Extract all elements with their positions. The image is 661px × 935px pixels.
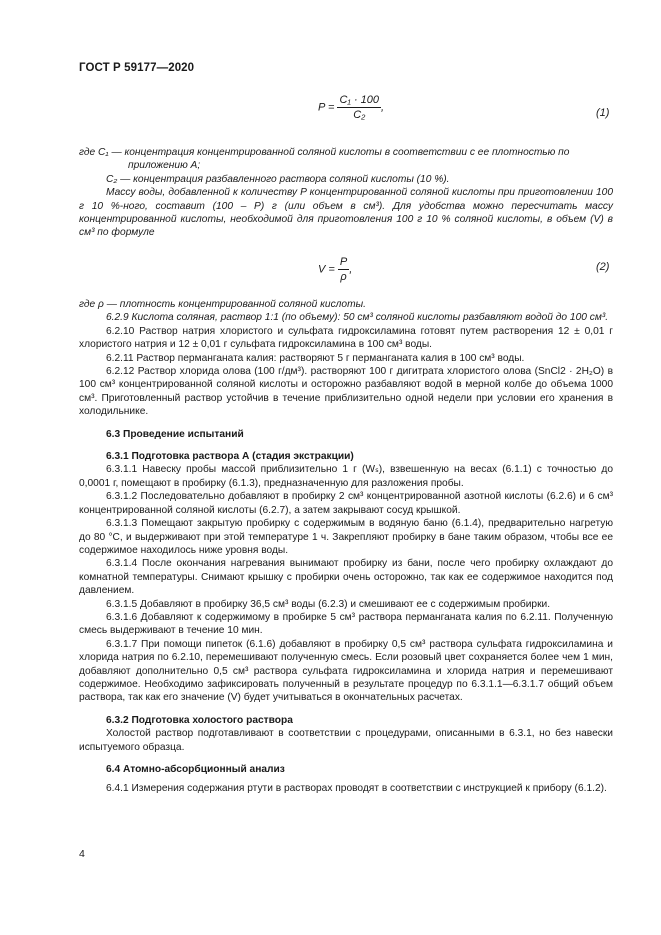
document-header: ГОСТ Р 59177—2020 <box>79 62 195 74</box>
where-c1-cont: приложению А; <box>128 160 201 172</box>
where-c1: где C₁ — концентрация концентрированной соляной кислоты в соответствии с ее плотностью по <box>79 147 570 158</box>
heading-6-4: 6.4 Атомно-абсорбционный анализ <box>106 764 285 775</box>
formula-2-number: (2) <box>596 261 610 273</box>
formula-1-lhs: P <box>318 101 325 114</box>
formula-1: P = $\frac{\text{C₁ · 100}}{\text{C₂}}$ , <box>318 94 385 121</box>
para-6-2-11: 6.2.11 Раствор перманганата калия: растворяют 5 г перманганата калия в 100 см³ воды. <box>106 352 525 364</box>
formula-2-fraction <box>338 256 349 283</box>
mass-paragraph: Массу воды, добавленной к количеству P концентрированной соляной кислоты при приготовлении 100 г 10 %-ного, составит (100 – P) г (или объем в см³). Для удобства можно пересчитать массу концентрированной кислоты, необходимой для приготовления 100 г 10 % соляной кислоты, в объем (V) в см³ по формуле <box>79 187 613 239</box>
formula-2-denominator: ρ <box>340 271 347 283</box>
para-6-2-9: 6.2.9 Кислота соляная, раствор 1:1 (по объему): 50 см³ соляной кислоты разбавляют водой до 100 см³. <box>106 312 609 324</box>
para-6-3-1-2: 6.3.1.2 Последовательно добавляют в пробирку 2 см³ концентрированной азотной кислоты (6.2.6) и 6 см³ концентрированной соляной кислоты (6.2.7), а затем закрывают сосуд крышкой. <box>79 491 613 516</box>
heading-6-3-1: 6.3.1 Подготовка раствора А (стадия экстракции) <box>106 451 354 463</box>
para-6-3-2: Холостой раствор подготавливают в соответствии с процедурами, описанными в 6.3.1, но без навески испытуемого образца. <box>79 728 613 753</box>
para-6-3-1-6: 6.3.1.6 Добавляют к содержимому в пробирке 5 см³ раствора перманганата калия по 6.2.11. Полученную смесь выдерживают в течение 10 мин. <box>79 611 613 637</box>
formula-2-numerator: P <box>339 256 348 268</box>
para-6-3-1-7: 6.3.1.7 При помощи пипеток (6.1.6) добавляют в пробирку 0,5 см³ раствора сульфата гидроксиламина и хлорида натрия по 6.2.10, перемешивают полученную смесь. Если розовый цвет сохраняется более чем 1 мин, добавляют дополнительно 0,5 см³ раствора сульфата гидроксиламина и хлорида натрия и перемешивают содержимое. Необходимо зафиксировать полученный в результате процедур по 6.3.1.1—6.3.1.7 общий объем раствора, так как его значение (V) будет учитываться в окончательных расчетах. <box>79 638 613 704</box>
para-6-2-12: 6.2.12 Раствор хлорида олова (100 г/дм³). растворяют 100 г дигитрата хлористого олова (SnCl2 · 2H₂O) в 100 см³ концентрированной соляной кислоты и осторожно разбавляют водой в мерной колбе до объема 1000 см³. Приготовленный раствор устойчив в течение приблизительно одной недели при условии его хранения в холодильнике. <box>79 366 613 418</box>
where-rho: где ρ — плотность концентрированной соляной кислоты. <box>79 299 366 310</box>
para-6-3-1-4: 6.3.1.4 После окончания нагревания вынимают пробирку из бани, после чего пробирку охлаждают до комнатной температуры. Снимают крышку с пробирки очень осторожно, так как ее содержимое находится под давлением. <box>79 558 613 597</box>
formula-2: V = $\frac{P}{\rho}$ , <box>318 256 353 283</box>
para-6-4-1: 6.4.1 Измерения содержания ртути в растворах проводят в соответствии с инструкцией к прибору (6.1.2). <box>106 783 607 795</box>
para-6-3-1-3: 6.3.1.3 Помещают закрытую пробирку с содержимым в водяную баню (6.1.4), предварительно нагретую до 80 °С, и выдерживают при этой температуре 1 ч. Закрепляют пробирку в бане таким образом, чтобы все ее содержимое находилось ниже уровня воды. <box>79 518 613 556</box>
formula-1-fraction <box>337 94 381 121</box>
formula-1-denominator: C₂ <box>353 109 366 121</box>
formula-1-numerator: C₁ · 100 <box>339 94 380 106</box>
heading-6-3: 6.3 Проведение испытаний <box>106 428 244 440</box>
formula-2-lhs: V <box>318 263 326 276</box>
heading-6-3-2: 6.3.2 Подготовка холостого раствора <box>106 714 293 726</box>
para-6-2-10: 6.2.10 Раствор натрия хлористого и сульфата гидроксиламина готовят путем растворения 12 ± 0,01 г хлористого натрия и 12 ± 0,01 г сульфата гидроксиламина в 100 см³ воды. <box>79 325 613 351</box>
para-6-3-1-5: 6.3.1.5 Добавляют в пробирку 36,5 см³ воды (6.2.3) и смешивают ее с содержимым пробирки. <box>106 598 551 610</box>
page-number: 4 <box>79 848 85 860</box>
text-block-1 <box>79 146 613 240</box>
formula-1-number: (1) <box>596 107 610 119</box>
para-6-3-1-1: 6.3.1.1 Навеску пробы массой приблизительно 1 г (Wₛ), взвешенную на весах (6.1.1) с точностью до 0,0001 г, помещают в пробирку (6.1.3), предназначенную для разложения пробы. <box>79 464 613 489</box>
text-block-2 <box>79 298 613 796</box>
where-c2: C₂ — концентрация разбавленного раствора соляной кислоты (10 %). <box>106 173 450 185</box>
